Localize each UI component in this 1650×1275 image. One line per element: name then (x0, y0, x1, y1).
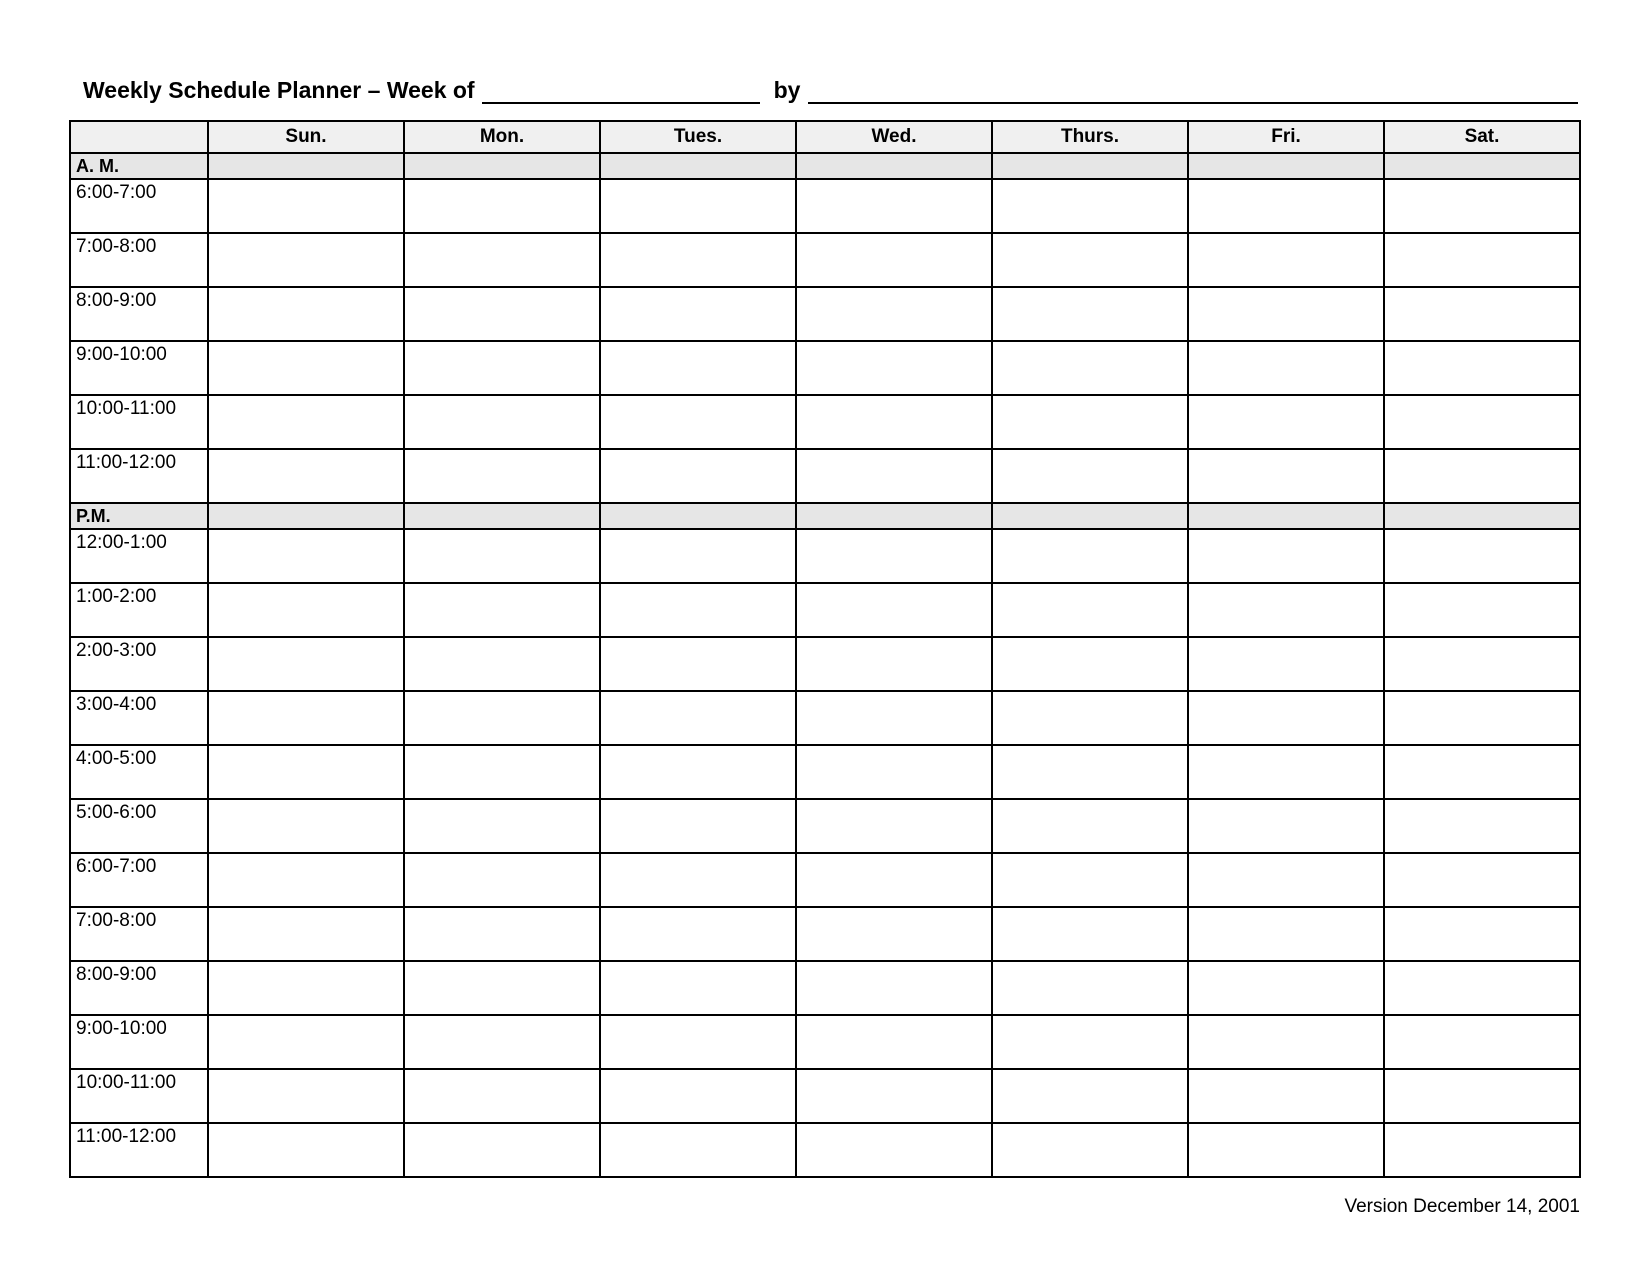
time-slot-row (70, 691, 1580, 745)
schedule-cell[interactable] (600, 341, 796, 395)
schedule-cell[interactable] (796, 1069, 992, 1123)
schedule-cell[interactable] (600, 1123, 796, 1177)
schedule-cell[interactable] (796, 961, 992, 1015)
schedule-cell[interactable] (992, 1123, 1188, 1177)
schedule-cell[interactable] (796, 1123, 992, 1177)
schedule-cell[interactable] (404, 637, 600, 691)
schedule-cell[interactable] (1188, 691, 1384, 745)
corner-header-cell (70, 121, 208, 153)
schedule-cell[interactable] (1384, 395, 1580, 449)
schedule-cell[interactable] (208, 179, 404, 233)
time-slot-label: 1:00-2:00 (70, 583, 208, 637)
schedule-cell[interactable] (1188, 583, 1384, 637)
week-of-field[interactable] (482, 78, 760, 104)
day-header: Sat. (1384, 121, 1580, 153)
schedule-cell[interactable] (208, 233, 404, 287)
time-slot-label: 10:00-11:00 (70, 395, 208, 449)
time-slot-row (70, 179, 1580, 233)
time-slot-label: 10:00-11:00 (70, 1069, 208, 1123)
schedule-cell[interactable] (208, 1123, 404, 1177)
schedule-cell[interactable] (1384, 1123, 1580, 1177)
schedule-cell[interactable] (796, 341, 992, 395)
schedule-cell[interactable] (1188, 907, 1384, 961)
day-header: Fri. (1188, 121, 1384, 153)
time-slot-label: 12:00-1:00 (70, 529, 208, 583)
time-slot-label: 8:00-9:00 (70, 961, 208, 1015)
schedule-cell[interactable] (796, 691, 992, 745)
schedule-cell[interactable] (1384, 233, 1580, 287)
schedule-cell[interactable] (600, 961, 796, 1015)
section-shade-cell (992, 153, 1188, 179)
schedule-cell[interactable] (992, 179, 1188, 233)
page-title-line (83, 70, 1578, 104)
time-slot-row (70, 907, 1580, 961)
section-row (70, 503, 1580, 529)
schedule-cell[interactable] (796, 395, 992, 449)
schedule-cell[interactable] (796, 583, 992, 637)
schedule-cell[interactable] (992, 341, 1188, 395)
time-slot-label: 4:00-5:00 (70, 745, 208, 799)
schedule-cell[interactable] (208, 691, 404, 745)
schedule-cell[interactable] (1384, 287, 1580, 341)
version-note: Version December 14, 2001 (1344, 1196, 1580, 1217)
section-shade-cell (600, 503, 796, 529)
section-shade-cell (1188, 503, 1384, 529)
schedule-cell[interactable] (1188, 449, 1384, 503)
schedule-cell[interactable] (992, 961, 1188, 1015)
section-shade-cell (1384, 153, 1580, 179)
schedule-cell[interactable] (1384, 341, 1580, 395)
time-slot-row (70, 799, 1580, 853)
schedule-cell[interactable] (796, 907, 992, 961)
schedule-cell[interactable] (404, 745, 600, 799)
day-header: Thurs. (992, 121, 1188, 153)
schedule-cell[interactable] (600, 853, 796, 907)
schedule-cell[interactable] (404, 799, 600, 853)
time-slot-row (70, 1069, 1580, 1123)
schedule-cell[interactable] (208, 961, 404, 1015)
schedule-cell[interactable] (992, 691, 1188, 745)
section-shade-cell (208, 503, 404, 529)
schedule-cell[interactable] (1188, 1123, 1384, 1177)
schedule-cell[interactable] (1188, 1015, 1384, 1069)
schedule-cell[interactable] (796, 449, 992, 503)
schedule-cell[interactable] (1384, 637, 1580, 691)
schedule-cell[interactable] (992, 799, 1188, 853)
schedule-cell[interactable] (1188, 233, 1384, 287)
schedule-cell[interactable] (992, 907, 1188, 961)
schedule-cell[interactable] (600, 287, 796, 341)
schedule-cell[interactable] (404, 233, 600, 287)
time-slot-row (70, 529, 1580, 583)
schedule-cell[interactable] (992, 1015, 1188, 1069)
schedule-cell[interactable] (600, 745, 796, 799)
schedule-cell[interactable] (796, 179, 992, 233)
schedule-cell[interactable] (1384, 907, 1580, 961)
schedule-cell[interactable] (208, 287, 404, 341)
schedule-cell[interactable] (796, 233, 992, 287)
time-slot-row (70, 583, 1580, 637)
schedule-cell[interactable] (600, 179, 796, 233)
section-shade-cell (796, 503, 992, 529)
schedule-cell[interactable] (208, 395, 404, 449)
schedule-cell[interactable] (600, 449, 796, 503)
time-slot-row (70, 1123, 1580, 1177)
time-slot-row (70, 233, 1580, 287)
schedule-cell[interactable] (992, 583, 1188, 637)
schedule-cell[interactable] (600, 395, 796, 449)
schedule-cell[interactable] (404, 1015, 600, 1069)
section-shade-cell (1188, 153, 1384, 179)
schedule-cell[interactable] (992, 853, 1188, 907)
time-slot-label: 11:00-12:00 (70, 449, 208, 503)
schedule-cell[interactable] (796, 853, 992, 907)
schedule-cell[interactable] (600, 637, 796, 691)
time-slot-label: 9:00-10:00 (70, 1015, 208, 1069)
time-slot-row (70, 449, 1580, 503)
time-slot-row (70, 395, 1580, 449)
time-slot-row (70, 853, 1580, 907)
schedule-cell[interactable] (404, 1069, 600, 1123)
time-slot-row (70, 1015, 1580, 1069)
time-slot-row (70, 287, 1580, 341)
schedule-cell[interactable] (1384, 1069, 1580, 1123)
schedule-cell[interactable] (1384, 583, 1580, 637)
schedule-cell[interactable] (1384, 1015, 1580, 1069)
time-slot-label: 6:00-7:00 (70, 853, 208, 907)
schedule-cell[interactable] (1188, 341, 1384, 395)
schedule-cell[interactable] (1188, 745, 1384, 799)
schedule-cell[interactable] (600, 691, 796, 745)
schedule-cell[interactable] (208, 745, 404, 799)
schedule-cell[interactable] (404, 449, 600, 503)
day-header: Tues. (600, 121, 796, 153)
schedule-cell[interactable] (600, 1015, 796, 1069)
time-slot-label: 11:00-12:00 (70, 1123, 208, 1177)
schedule-cell[interactable] (208, 907, 404, 961)
schedule-cell[interactable] (1188, 395, 1384, 449)
section-shade-cell (404, 153, 600, 179)
schedule-cell[interactable] (1188, 179, 1384, 233)
schedule-cell[interactable] (992, 233, 1188, 287)
schedule-cell[interactable] (796, 799, 992, 853)
schedule-cell[interactable] (208, 341, 404, 395)
schedule-cell[interactable] (208, 1069, 404, 1123)
time-slot-label: 6:00-7:00 (70, 179, 208, 233)
by-label: by (773, 77, 801, 103)
time-slot-row (70, 341, 1580, 395)
schedule-cell[interactable] (404, 1123, 600, 1177)
section-shade-cell (1384, 503, 1580, 529)
schedule-cell[interactable] (1384, 449, 1580, 503)
schedule-cell[interactable] (1188, 637, 1384, 691)
schedule-cell[interactable] (1188, 529, 1384, 583)
schedule-cell[interactable] (796, 287, 992, 341)
schedule-cell[interactable] (1188, 853, 1384, 907)
schedule-cell[interactable] (1188, 1069, 1384, 1123)
day-header: Mon. (404, 121, 600, 153)
schedule-cell[interactable] (208, 637, 404, 691)
time-slot-row (70, 745, 1580, 799)
schedule-cell[interactable] (1188, 961, 1384, 1015)
schedule-cell[interactable] (1384, 529, 1580, 583)
time-slot-label: 8:00-9:00 (70, 287, 208, 341)
schedule-cell[interactable] (992, 1069, 1188, 1123)
schedule-cell[interactable] (600, 233, 796, 287)
schedule-cell[interactable] (992, 395, 1188, 449)
schedule-cell[interactable] (796, 745, 992, 799)
schedule-cell[interactable] (208, 449, 404, 503)
by-name-field[interactable] (808, 78, 1578, 104)
time-slot-row (70, 961, 1580, 1015)
schedule-cell[interactable] (404, 341, 600, 395)
schedule-cell[interactable] (992, 637, 1188, 691)
section-shade-cell (600, 153, 796, 179)
section-label: P.M. (70, 503, 208, 529)
section-row (70, 153, 1580, 179)
schedule-cell[interactable] (208, 529, 404, 583)
schedule-cell[interactable] (208, 799, 404, 853)
schedule-cell[interactable] (404, 395, 600, 449)
schedule-cell[interactable] (992, 529, 1188, 583)
schedule-cell[interactable] (404, 529, 600, 583)
time-slot-label: 7:00-8:00 (70, 907, 208, 961)
time-slot-label: 3:00-4:00 (70, 691, 208, 745)
schedule-cell[interactable] (1188, 287, 1384, 341)
schedule-cell[interactable] (1384, 799, 1580, 853)
schedule-cell[interactable] (1384, 691, 1580, 745)
schedule-cell[interactable] (208, 853, 404, 907)
schedule-cell[interactable] (208, 583, 404, 637)
schedule-cell[interactable] (404, 961, 600, 1015)
day-header: Sun. (208, 121, 404, 153)
schedule-cell[interactable] (404, 179, 600, 233)
day-header: Wed. (796, 121, 992, 153)
section-shade-cell (404, 503, 600, 529)
schedule-body (70, 121, 1580, 1177)
section-shade-cell (208, 153, 404, 179)
page-title: Weekly Schedule Planner – Week of (83, 77, 475, 103)
schedule-cell[interactable] (796, 637, 992, 691)
schedule-cell[interactable] (600, 529, 796, 583)
weekly-schedule-table (69, 120, 1581, 1178)
schedule-cell[interactable] (600, 799, 796, 853)
schedule-cell[interactable] (600, 907, 796, 961)
time-slot-label: 2:00-3:00 (70, 637, 208, 691)
section-shade-cell (796, 153, 992, 179)
schedule-cell[interactable] (992, 449, 1188, 503)
schedule-cell[interactable] (1384, 179, 1580, 233)
schedule-cell[interactable] (208, 1015, 404, 1069)
schedule-cell[interactable] (404, 853, 600, 907)
time-slot-label: 5:00-6:00 (70, 799, 208, 853)
schedule-cell[interactable] (600, 583, 796, 637)
schedule-cell[interactable] (796, 529, 992, 583)
schedule-cell[interactable] (600, 1069, 796, 1123)
schedule-cell[interactable] (1384, 745, 1580, 799)
schedule-cell[interactable] (404, 691, 600, 745)
schedule-cell[interactable] (404, 907, 600, 961)
schedule-cell[interactable] (796, 1015, 992, 1069)
time-slot-row (70, 637, 1580, 691)
schedule-cell[interactable] (404, 287, 600, 341)
schedule-cell[interactable] (404, 583, 600, 637)
schedule-cell[interactable] (1188, 799, 1384, 853)
section-shade-cell (992, 503, 1188, 529)
time-slot-label: 7:00-8:00 (70, 233, 208, 287)
time-slot-label: 9:00-10:00 (70, 341, 208, 395)
schedule-cell[interactable] (992, 745, 1188, 799)
schedule-cell[interactable] (1384, 961, 1580, 1015)
schedule-cell[interactable] (1384, 853, 1580, 907)
section-label: A. M. (70, 153, 208, 179)
day-header-row (70, 121, 1580, 153)
schedule-cell[interactable] (992, 287, 1188, 341)
